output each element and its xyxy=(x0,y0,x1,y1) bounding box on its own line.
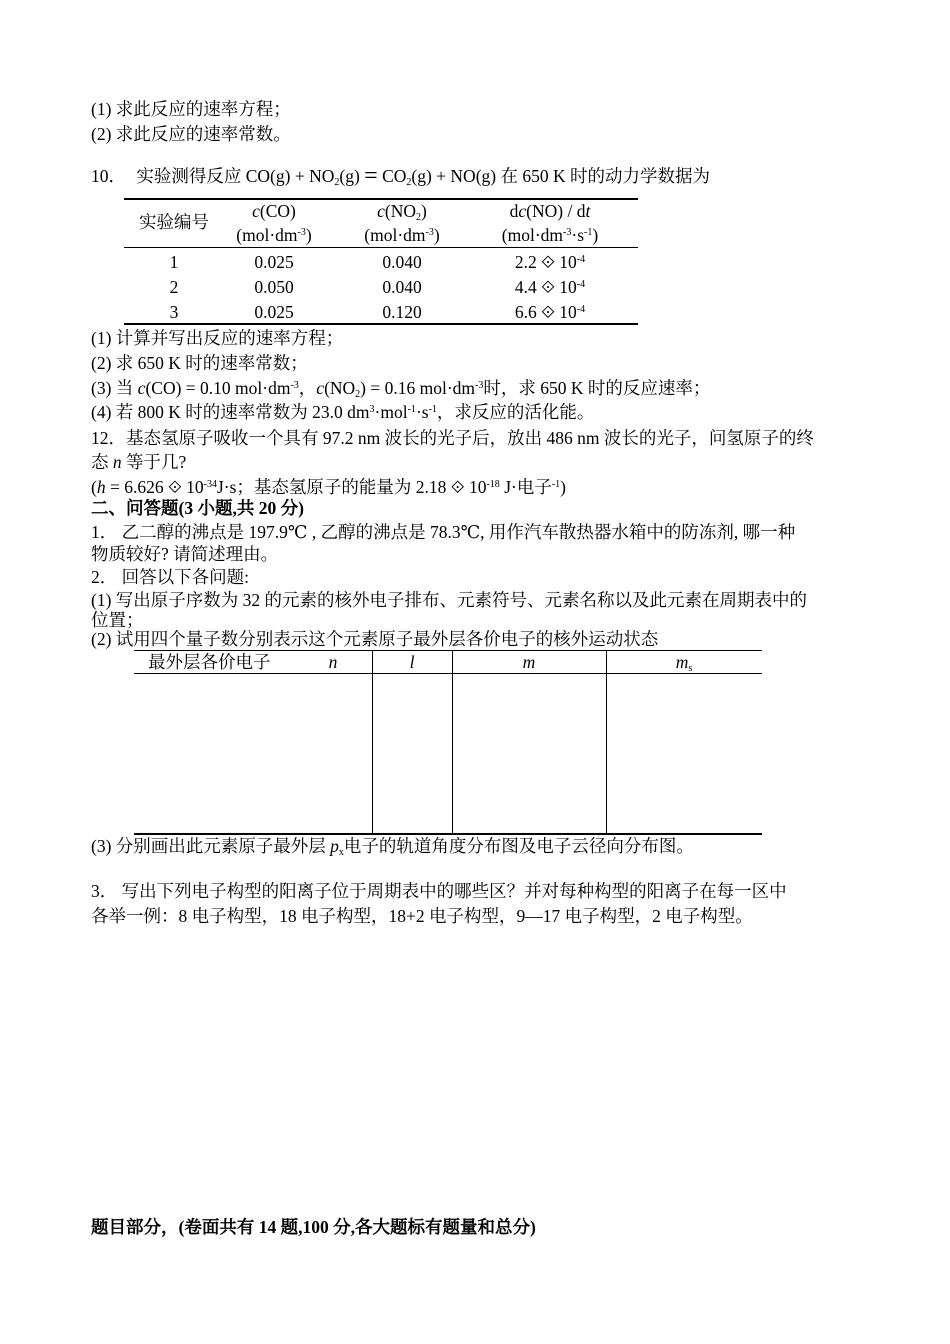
table-row: 0.025 xyxy=(254,252,294,272)
header-rate: dc(NO) / dt xyxy=(509,201,591,221)
question-s3: 3． 写出下列电子构型的阳离子位于周期表中的哪些区？并对每种构型的阳离子在每一区中 xyxy=(91,881,787,901)
table-row: 2 xyxy=(169,277,179,297)
question-12-continued: 态 n 等于几? xyxy=(91,452,187,472)
question-10-part-1: (1) 计算并写出反应的速率方程； xyxy=(91,328,344,348)
table-row: 0.040 xyxy=(382,277,422,297)
header-experiment-number: 实验编号 xyxy=(139,212,209,232)
question-s2-part-3: (3) 分别画出此元素原子最外层 $p_x$电子的轨道角度分布图及电子云径向分布图。 xyxy=(91,836,694,858)
table-row: 1 xyxy=(169,252,179,272)
footer-note: 题目部分，(卷面共有 14 题,100 分,各大题标有题量和总分) xyxy=(91,1217,536,1237)
question-12: 12．基态氢原子吸收一个具有 97.2 nm 波长的光子后，放出 486 nm 波长的光子，问氢原子的终 xyxy=(91,428,814,448)
header-no2-concentration: $c(NO_2)$ xyxy=(377,201,427,223)
table-row: 0.120 xyxy=(382,302,422,322)
table-row: 4.4 ⟐ $10^{-4}$ xyxy=(514,277,586,297)
header-ms: $m_s$ xyxy=(675,652,693,674)
question-10: 10． 实验测得反应 $CO(g) + NO_2(g) = CO_2(g) + NO(g)$ 在 650 K 时的动力学数据为 xyxy=(91,163,710,189)
question-12-constants: (h = 6.626 ⟐ $10^{-34}J\cdot s$；基态氢原子的能量为 2.18 ⟐ $10^{-18}$ J·电子$^{-1}$) xyxy=(91,477,566,497)
question-s2-part-1: (1) 写出原子序数为 32 的元素的核外电子排布、元素符号、元素名称以及此元素在周期表中的 xyxy=(91,590,808,610)
header-m: m xyxy=(522,652,536,672)
question-s1-continued: 物质较好? 请简述理由。 xyxy=(91,544,279,564)
header-co-unit: $(mol\cdot dm^{-3})$ xyxy=(236,225,312,245)
header-rate-unit: $(mol\cdot dm^{-3}\cdot s^{-1})$ xyxy=(501,225,599,245)
header-co-concentration: c(CO) xyxy=(252,201,296,221)
question-s2-part-2: (2) 试用四个量子数分别表示这个元素原子最外层各价电子的核外运动状态 xyxy=(91,629,659,649)
question-10-part-3: (3) 当 c(CO) = 0.10 $mol\cdot dm^{-3}$，$c(NO_2) = 0.16$ $mol\cdot dm^{-3}$时，求 650 K 时的反应速率； xyxy=(91,378,711,400)
question-s2: 2． 回答以下各问题: xyxy=(91,567,249,587)
table-row: 0.050 xyxy=(254,277,294,297)
table-row: 0.040 xyxy=(382,252,422,272)
quantum-number-table xyxy=(134,650,762,836)
question-10-part-2: (2) 求 650 K 时的速率常数； xyxy=(91,353,308,373)
section-heading: 二、问答题(3 小题,共 20 分) xyxy=(91,498,304,518)
question-s3-continued: 各举一例：8 电子构型，18 电子构型，18+2 电子构型，9—17 电子构型，2 电子构型。 xyxy=(91,906,753,926)
question-9-part-2: (2) 求此反应的速率常数。 xyxy=(91,124,291,144)
question-9-part-1: (1) 求此反应的速率方程； xyxy=(91,99,291,119)
question-s1: 1． 乙二醇的沸点是 197.9℃ , 乙醇的沸点是 78.3℃, 用作汽车散热器水箱中的防冻剂, 哪一种 xyxy=(91,522,796,542)
table-row: 3 xyxy=(169,302,179,322)
table-row: 2.2 ⟐ $10^{-4}$ xyxy=(514,252,586,272)
table-row: 0.025 xyxy=(254,302,294,322)
header-no2-unit: $(mol\cdot dm^{-3})$ xyxy=(364,225,440,245)
header-n: n xyxy=(328,652,338,672)
header-valence-electron: 最外层各价电子 xyxy=(148,652,271,672)
table-row: 6.6 ⟐ $10^{-4}$ xyxy=(514,302,586,322)
header-l: l xyxy=(409,652,415,672)
question-s2-part-1-continued: 位置； xyxy=(91,610,144,630)
question-10-part-4: (4) 若 800 K 时的速率常数为 23.0 $dm^3\cdot mol^{-1}\cdot s^{-1}$，求反应的活化能。 xyxy=(91,402,595,422)
